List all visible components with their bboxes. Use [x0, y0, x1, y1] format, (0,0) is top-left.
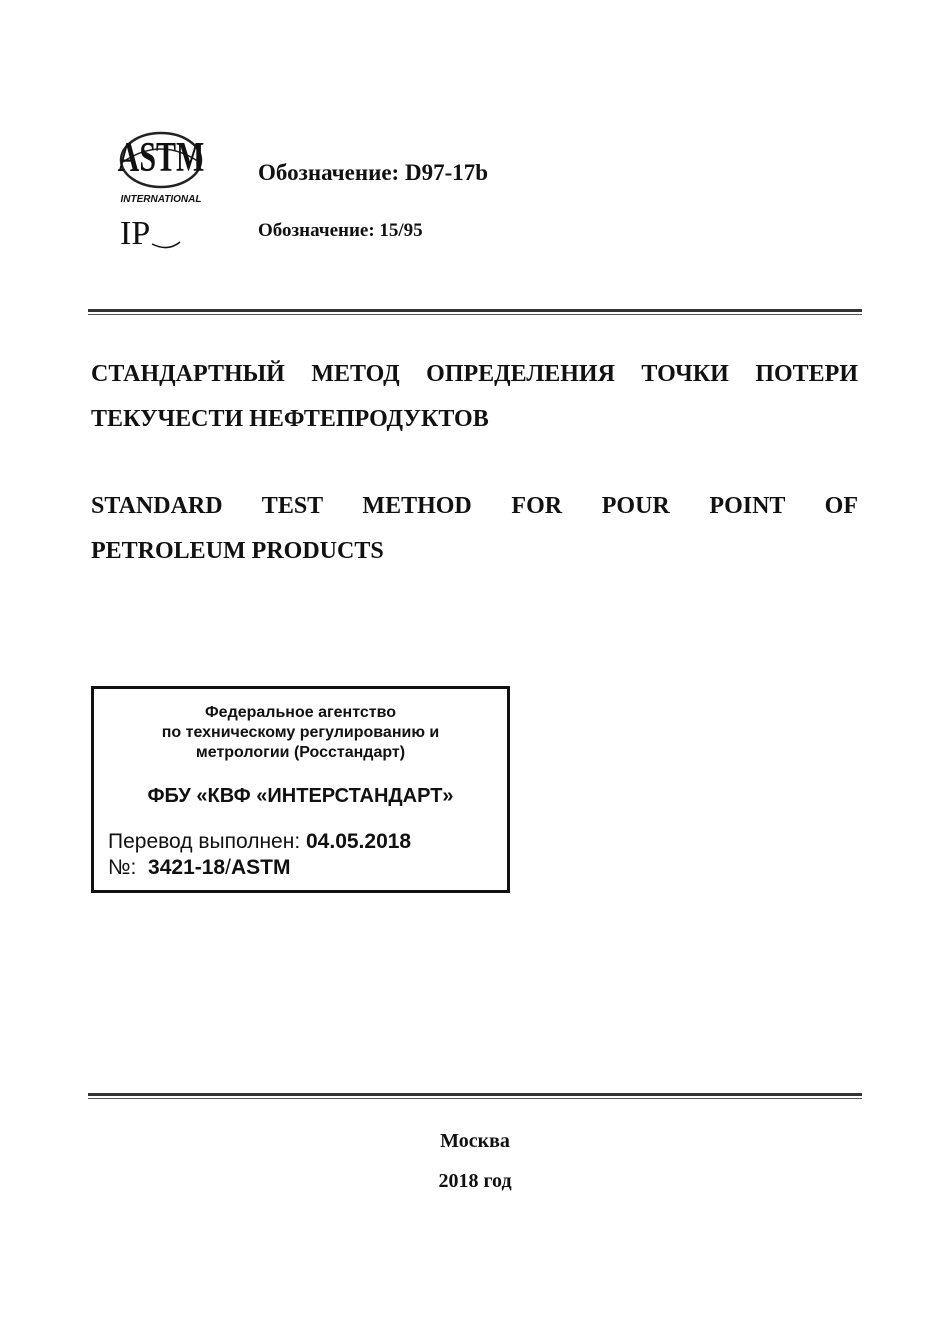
astm-international-logo — [113, 126, 209, 208]
translation-date-label: Перевод выполнен: — [108, 830, 306, 853]
stamp-agency-line1: Федеральное агентство — [205, 704, 396, 721]
astm-logo-subtext: INTERNATIONAL — [120, 194, 202, 205]
translation-stamp — [91, 686, 510, 893]
stamp-number — [108, 856, 290, 880]
title-english — [91, 484, 858, 574]
title-english-line2: PETROLEUM PRODUCTS — [91, 538, 384, 564]
top-divider — [88, 309, 862, 315]
footer-city: Москва — [440, 1130, 510, 1152]
stamp-organization: ФБУ «КВФ «ИНТЕРСТАНДАРТ» — [147, 785, 454, 807]
designation-ip: Обозначение: 15/95 — [258, 220, 423, 241]
stamp-translation-date — [108, 830, 411, 854]
stamp-agency-line2: по техническому регулированию и — [161, 724, 440, 741]
title-english-line1: STANDARD TEST METHOD FOR POUR POINT OF — [91, 493, 858, 519]
designation-main: Обозначение: D97-17b — [258, 160, 489, 185]
footer-year: 2018 год — [438, 1170, 512, 1192]
translation-date-value: 04.05.2018 — [306, 830, 412, 853]
title-russian-line1: СТАНДАРТНЫЙ МЕТОД ОПРЕДЕЛЕНИЯ ТОЧКИ ПОТЕРИ — [91, 361, 858, 387]
stamp-agency-line3: метрологии (Росстандарт) — [195, 744, 406, 761]
ip-logo-text: IP — [120, 215, 151, 252]
title-russian-line2: ТЕКУЧЕСТИ НЕФТЕПРОДУКТОВ — [91, 406, 489, 432]
number-label: №: — [108, 856, 137, 879]
ip-logo — [118, 212, 182, 252]
bottom-divider — [88, 1093, 862, 1099]
number-value: 3421-18 — [148, 856, 226, 879]
number-suffix: ASTM — [230, 856, 291, 879]
number-separator: / — [225, 856, 231, 879]
stamp-agency — [94, 703, 507, 763]
astm-logo-text: ASTM — [117, 132, 205, 181]
title-russian — [91, 352, 858, 442]
